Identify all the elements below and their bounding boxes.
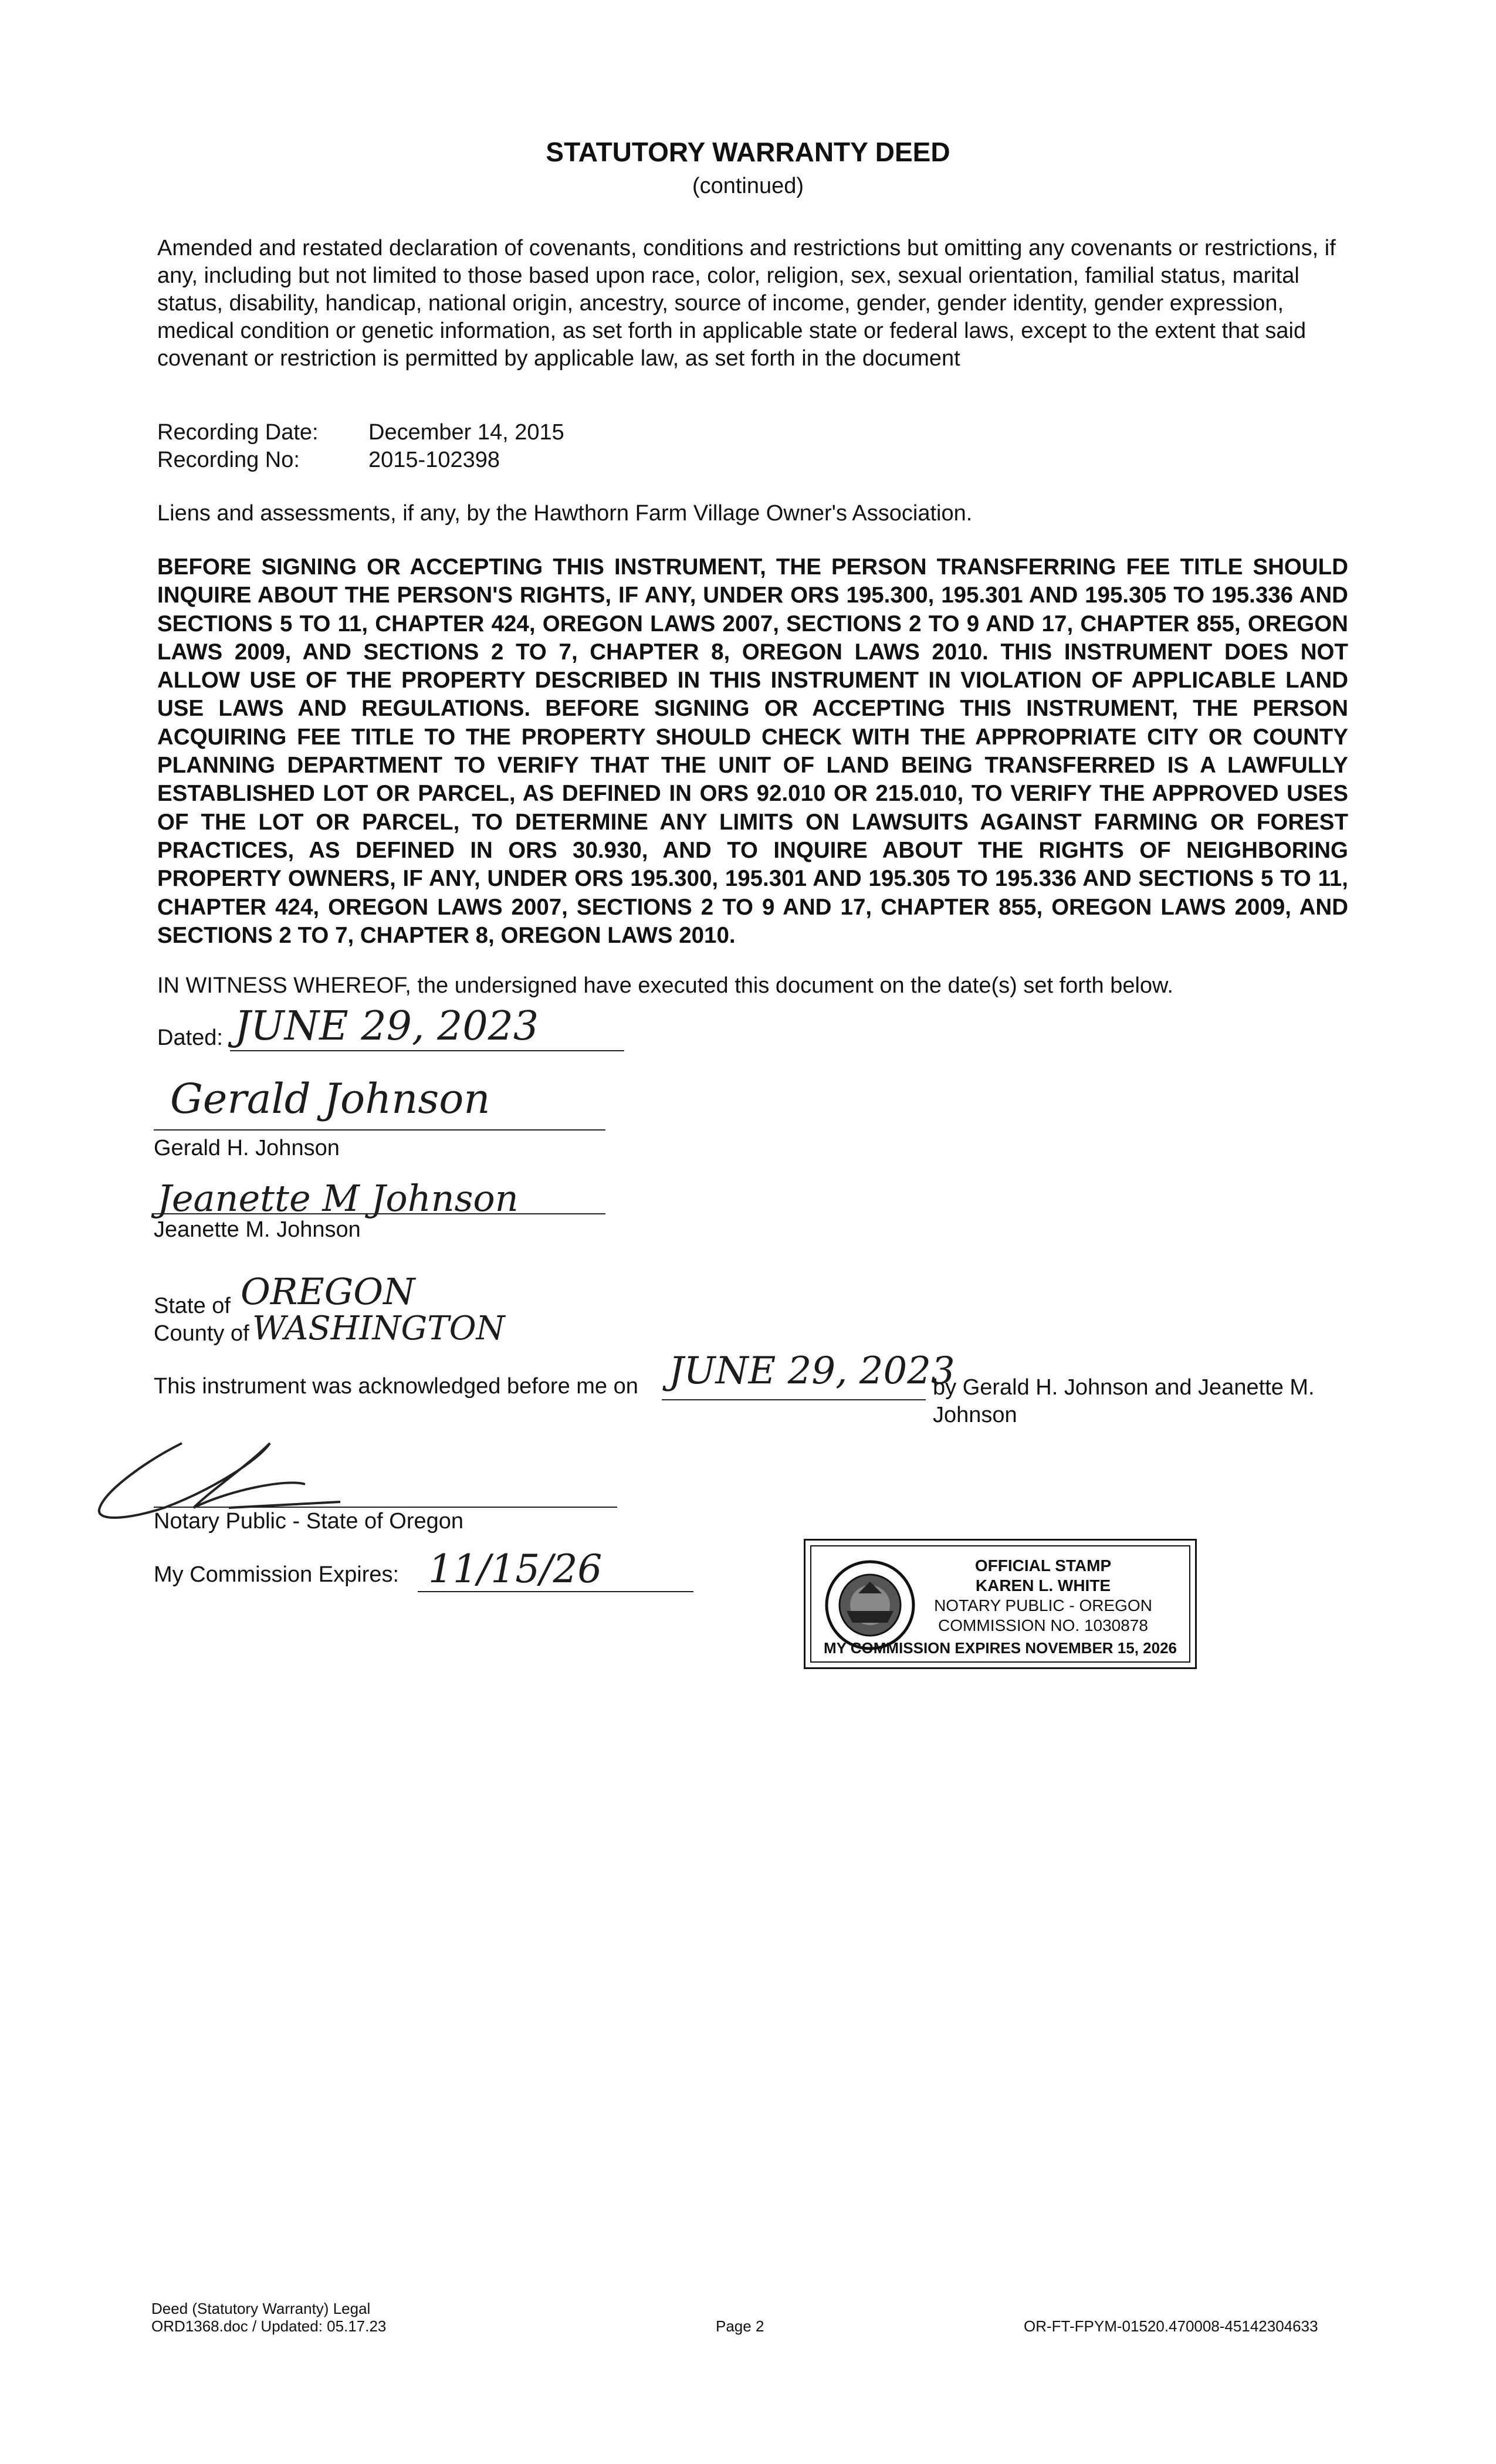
signer-name-gerald: Gerald H. Johnson — [154, 1136, 340, 1160]
notary-label: Notary Public - State of Oregon — [154, 1509, 464, 1534]
footer-doc-type: Deed (Statutory Warranty) Legal — [151, 2300, 371, 2317]
ack-prefix: This instrument was acknowledged before me on — [154, 1374, 638, 1399]
ack-date-line — [662, 1399, 926, 1400]
state-handwritten: OREGON — [241, 1270, 415, 1313]
recording-no-value: 2015-102398 — [368, 448, 500, 472]
county-label: County of — [154, 1321, 249, 1346]
footer-page-number: Page 2 — [716, 2317, 764, 2335]
signature-line-jeanette — [154, 1213, 605, 1214]
ors-warning-paragraph: BEFORE SIGNING OR ACCEPTING THIS INSTRUMENT, THE PERSON TRANSFERRING FEE TITLE SHOULD INQUIRE ABOUT THE PERSON'S RIGHTS, IF ANY, UNDER ORS 195.300, 195.301 AND 195.305 TO 195.336 AND SECTIONS 5 TO 11, CHAPTER 424, OREGON LAWS 2007, SECTIONS 2 TO 9 AND 17, CHAPTER 855, OREGON LAWS 2009, AND SECTIONS 2 TO 7, CHAPTER 8, OREGON LAWS 2010. THIS INSTRUMENT DOES NOT ALLOW USE OF THE PROPERTY DESCRIBED IN THIS INSTRUMENT IN VIOLATION OF APPLICABLE LAND USE LAWS AND REGULATIONS. BEFORE SIGNING OR ACCEPTING THIS INSTRUMENT, THE PERSON ACQUIRING FEE TITLE TO THE PROPERTY SHOULD CHECK WITH THE APPROPRIATE CITY OR COUNTY PLANNING DEPARTMENT TO VERIFY THAT THE UNIT OF LAND BEING TRANSFERRED IS A LAWFULLY ESTABLISHED LOT OR PARCEL, AS DEFINED IN ORS 92.010 OR 215.010, TO VERIFY THE APPROVED USES OF THE LOT OR PARCEL, TO DETERMINE ANY LIMITS ON LAWSUITS AGAINST FARMING OR FOREST PRACTICES, AS DEFINED IN ORS 30.930, AND TO INQUIRE ABOUT THE RIGHTS OF NEIGHBORING PROPERTY OWNERS, IF ANY, UNDER ORS 195.300, 195.301 AND 195.305 TO 195.336 AND SECTIONS 5 TO 11, CHAPTER 424, OREGON LAWS 2007, SECTIONS 2 TO 9 AND 17, CHAPTER 855, OREGON LAWS 2009, AND SECTIONS 2 TO 7, CHAPTER 8, OREGON LAWS 2010. — [157, 554, 1348, 948]
ack-suffix: by Gerald H. Johnson and Jeanette M. Johnson — [933, 1375, 1315, 1427]
dated-handwritten: JUNE 29, 2023 — [235, 1003, 539, 1050]
footer-doc-ref: ORD1368.doc / Updated: 05.17.23 — [151, 2317, 387, 2335]
stamp-line-commission-no: COMMISSION NO. 1030878 — [938, 1616, 1148, 1634]
dated-label: Dated: — [157, 1025, 223, 1050]
signature-line-gerald — [154, 1129, 605, 1131]
state-label: State of — [154, 1294, 231, 1318]
stamp-line-notary: NOTARY PUBLIC - OREGON — [934, 1596, 1152, 1615]
commission-label: My Commission Expires: — [154, 1562, 400, 1587]
county-handwritten: WASHINGTON — [252, 1309, 505, 1348]
stamp-line-name: KAREN L. WHITE — [975, 1576, 1111, 1595]
recording-date-label: Recording Date: — [157, 420, 319, 445]
dated-line — [230, 1050, 624, 1051]
exception-paragraph: Amended and restated declaration of covenants, conditions and restrictions but omitting any covenants or restrictions, if any, including but not limited to those based upon race, color, religion, sex, sexual orientation, familial status, marital status, disability, handicap, national origin, ancestry, source of income, gender, gender identity, gender expression, medical condition or genetic information, as set forth in applicable state or federal laws, except to the extent that said covenant or restriction is permitted by applicable law, as set forth in the document — [157, 236, 1336, 371]
footer-order-number: OR-FT-FPYM-01520.470008-45142304633 — [1024, 2317, 1318, 2335]
document-subtitle: (continued) — [692, 174, 804, 198]
liens-paragraph: Liens and assessments, if any, by the Hawthorn Farm Village Owner's Association. — [157, 501, 973, 526]
commission-handwritten: 11/15/26 — [428, 1546, 603, 1592]
notary-signature-line — [154, 1507, 617, 1508]
signature-jeanette: Jeanette M Johnson — [157, 1177, 519, 1220]
ack-date-handwritten: JUNE 29, 2023 — [669, 1349, 955, 1393]
document-title: STATUTORY WARRANTY DEED — [546, 137, 950, 167]
stamp-line-official: OFFICIAL STAMP — [974, 1556, 1112, 1575]
recording-no-label: Recording No: — [157, 448, 300, 472]
recording-date-value: December 14, 2015 — [368, 420, 564, 445]
signer-name-jeanette: Jeanette M. Johnson — [154, 1217, 361, 1242]
witness-statement: IN WITNESS WHEREOF, the undersigned have executed this document on the date(s) set forth below. — [157, 973, 1173, 998]
official-stamp — [804, 1539, 1197, 1669]
stamp-line-expires: MY COMMISSION EXPIRES NOVEMBER 15, 2026 — [823, 1639, 1177, 1657]
signature-gerald: Gerald Johnson — [170, 1075, 490, 1123]
